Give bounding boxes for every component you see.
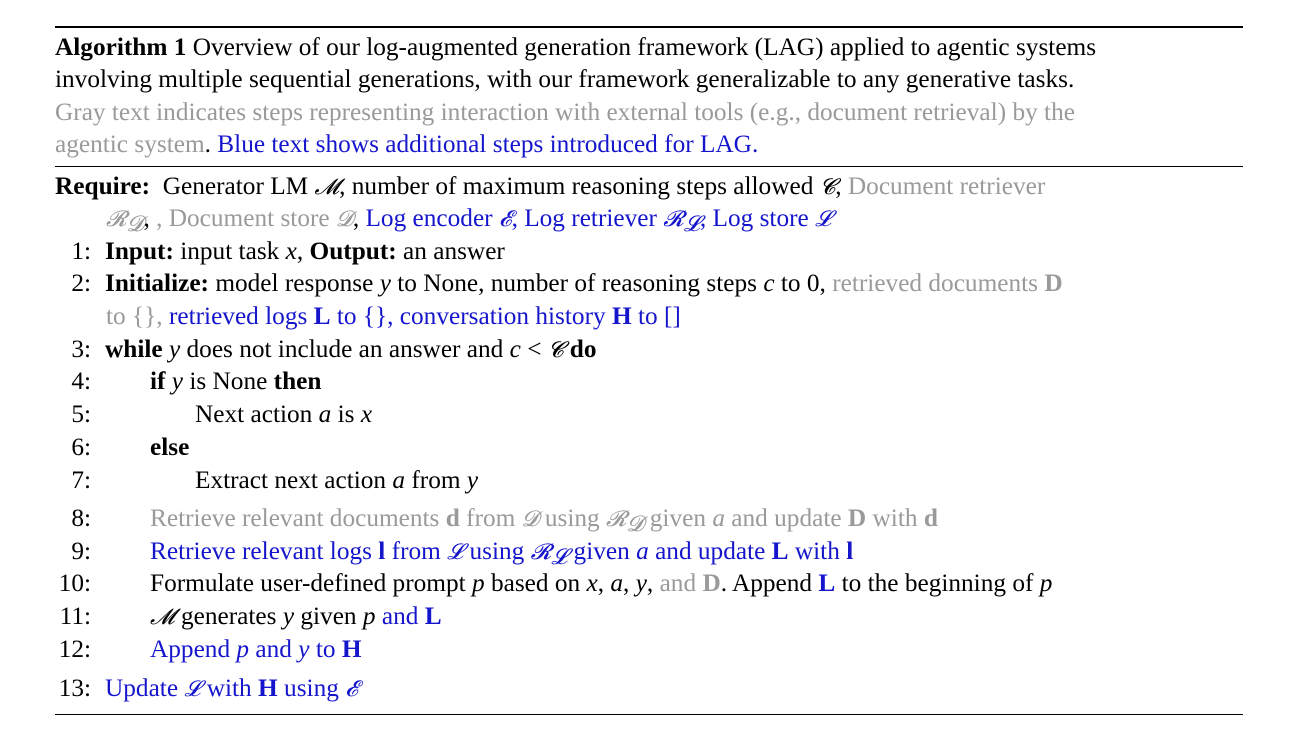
math-var: c (509, 335, 521, 363)
keyword: while (105, 335, 163, 363)
step-text: , (597, 569, 605, 597)
caption-line-4 (55, 128, 758, 160)
math-symbol: 𝓡 (106, 207, 127, 232)
step-blue-text: and update (655, 537, 766, 565)
line-number: 7: (71, 466, 91, 494)
keyword: then (273, 367, 322, 395)
step-text: from (411, 466, 461, 494)
step-text: < (527, 335, 542, 363)
step-text: model response (215, 269, 374, 297)
math-var: H (611, 302, 632, 330)
line-number: 9: (71, 537, 91, 565)
step-text: based on (490, 569, 581, 597)
math-subscript: 𝓓 (126, 212, 144, 237)
require-text: , (143, 204, 150, 232)
require-line-2 (106, 202, 831, 236)
caption-period: . (204, 130, 211, 158)
step-blue-text: and (381, 602, 419, 630)
step-9 (55, 535, 853, 569)
math-var: l (378, 537, 386, 565)
step-text: generates (180, 602, 277, 630)
step-text: . Append (720, 569, 813, 597)
step-text: , (623, 569, 630, 597)
step-3 (55, 333, 596, 367)
line-number: 4: (71, 367, 91, 395)
mid-rule (55, 166, 1243, 167)
step-gray-text: using (544, 504, 600, 532)
step-blue-text: retrieved logs (168, 302, 308, 330)
math-var: a (712, 504, 725, 532)
math-var: y (379, 269, 391, 297)
caption-line-3: Gray text indicates steps representing interaction with external tools (e.g., document retrieval) by the (55, 98, 1075, 126)
line-number: 6: (71, 433, 91, 461)
step-text: Formulate user-defined prompt (150, 569, 466, 597)
step-text: an answer (403, 237, 505, 265)
require-blue-text: Log encoder (365, 204, 493, 232)
caption-line-1 (55, 31, 1243, 63)
math-var: y (171, 367, 184, 395)
math-var: p (362, 602, 376, 630)
step-blue-text: Update (105, 674, 179, 702)
line-number: 11: (59, 602, 91, 630)
math-var: a (636, 537, 649, 565)
top-rule (55, 26, 1243, 28)
math-subscript: 𝓛 (683, 212, 700, 237)
math-var: a (610, 569, 624, 597)
math-symbol: 𝓡 (530, 540, 552, 565)
math-symbol: 𝓒 (819, 175, 836, 200)
step-text: given (300, 602, 357, 630)
math-var: l (846, 537, 854, 565)
caption-text: Overview of our log-augmented generation framework (LAG) applied to agentic systems (192, 33, 1097, 61)
keyword: if (150, 367, 166, 395)
require-gray-text: , Document store (156, 204, 330, 232)
math-var: y (282, 602, 295, 630)
math-symbol: 𝓡 (606, 507, 627, 532)
math-var: x (360, 400, 373, 428)
math-symbol: 𝓔 (498, 207, 512, 232)
step-gray-text: with (872, 504, 918, 532)
math-var: a (318, 400, 332, 428)
step-text: , (296, 237, 304, 265)
require-text: , number of maximum reasoning steps allowed (339, 172, 814, 200)
math-var: y (466, 466, 479, 494)
math-var: y (298, 635, 310, 663)
math-var: D (702, 569, 721, 597)
step-5 (55, 398, 372, 430)
line-number: 13: (58, 674, 91, 702)
math-symbol: 𝓔 (345, 677, 358, 702)
keyword: Initialize: (105, 269, 209, 297)
math-var: d (445, 504, 460, 532)
step-blue-text: to [] (637, 302, 681, 330)
line-number: 5: (71, 400, 91, 428)
math-var: y (635, 569, 647, 597)
math-var: p (471, 569, 485, 597)
step-13 (55, 672, 358, 706)
step-gray-text: retrieved documents (832, 269, 1038, 297)
step-blue-text: to (315, 635, 336, 663)
step-2-continued (106, 300, 681, 332)
step-gray-text: and update (731, 504, 842, 532)
math-var: D (1044, 269, 1063, 297)
step-gray-text: and (659, 569, 697, 597)
math-subscript: 𝓓 (626, 512, 644, 537)
step-1 (55, 235, 505, 267)
math-var: L (818, 569, 836, 597)
math-subscript: 𝓛 (551, 545, 568, 570)
math-var: L (771, 537, 789, 565)
keyword: Input: (105, 237, 174, 265)
step-text: Extract next action (195, 466, 387, 494)
math-symbol: 𝓜 (314, 175, 340, 200)
math-symbol: 𝓡 (663, 207, 684, 232)
math-var: a (392, 466, 406, 494)
step-gray-text: Retrieve relevant documents (150, 504, 440, 532)
step-4 (55, 365, 321, 397)
require-blue-text: , Log retriever (511, 204, 657, 232)
math-var: p (236, 635, 250, 663)
math-var: H (341, 635, 362, 663)
math-symbol: 𝓜 (150, 605, 175, 630)
step-blue-text: using (284, 674, 339, 702)
math-var: x (285, 237, 297, 265)
step-11 (55, 600, 442, 634)
step-text: input task (180, 237, 280, 265)
math-symbol: 𝓛 (815, 207, 832, 232)
line-number: 3: (71, 335, 91, 363)
line-number: 1: (71, 237, 91, 265)
step-gray-text: given (649, 504, 706, 532)
caption-blue-text: Blue text shows additional steps introduced for LAG. (217, 130, 759, 158)
math-var: p (1039, 569, 1053, 597)
math-symbol: 𝓓 (335, 207, 353, 232)
math-symbol: 𝓒 (547, 338, 564, 363)
line-number: 12: (58, 635, 91, 663)
step-blue-text: given (573, 537, 630, 565)
math-var: D (847, 504, 867, 532)
step-text: is (337, 400, 355, 428)
line-number: 10: (58, 569, 91, 597)
math-var: L (313, 302, 331, 330)
math-symbol: 𝓓 (521, 507, 539, 532)
require-line-1 (55, 170, 1045, 204)
step-blue-text: Retrieve relevant logs (150, 537, 372, 565)
step-blue-text: to {}, conversation history (336, 302, 606, 330)
line-number: 2: (71, 269, 91, 297)
math-symbol: 𝓛 (184, 677, 201, 702)
caption-gray-text: agentic system (55, 130, 205, 158)
math-var: L (424, 602, 442, 630)
math-var: d (923, 504, 938, 532)
step-12 (55, 633, 362, 665)
caption-line-2: involving multiple sequential generations, with our framework generalizable to any generative tasks. (55, 65, 1075, 93)
require-blue-text: , Log store (699, 204, 809, 232)
step-text: , (646, 569, 654, 597)
math-var: H (258, 674, 278, 702)
step-blue-text: with (794, 537, 840, 565)
step-7 (55, 464, 478, 496)
require-text: , (835, 172, 842, 200)
step-2 (55, 267, 1063, 299)
step-10 (55, 567, 1052, 599)
require-text: , (352, 204, 360, 232)
step-blue-text: Append (150, 635, 231, 663)
math-symbol: 𝓛 (447, 540, 464, 565)
require-label: Require: (55, 172, 151, 200)
step-8 (55, 502, 938, 536)
math-var: x (586, 569, 598, 597)
step-blue-text: using (469, 537, 525, 565)
require-text: Generator LM (162, 172, 309, 200)
step-text: to the beginning of (841, 569, 1034, 597)
step-text: Next action (195, 400, 313, 428)
bottom-rule (55, 714, 1243, 715)
algorithm-heading: Algorithm 1 (55, 33, 187, 61)
step-blue-text: with (206, 674, 252, 702)
step-text: does not include an answer and (186, 335, 504, 363)
require-gray-text: Document retriever (847, 172, 1046, 200)
keyword: Output: (309, 237, 397, 265)
step-blue-text: from (391, 537, 441, 565)
step-gray-text: to {}, (106, 302, 163, 330)
step-text: to 0, (780, 269, 826, 297)
step-text: is None (189, 367, 268, 395)
math-var: c (763, 269, 775, 297)
math-var: y (168, 335, 181, 363)
step-text: to None, number of reasoning steps (397, 269, 757, 297)
step-blue-text: and (255, 635, 292, 663)
step-gray-text: from (466, 504, 516, 532)
line-number: 8: (71, 504, 91, 532)
step-6 (55, 431, 189, 463)
keyword: else (150, 433, 190, 461)
keyword: do (569, 335, 597, 363)
